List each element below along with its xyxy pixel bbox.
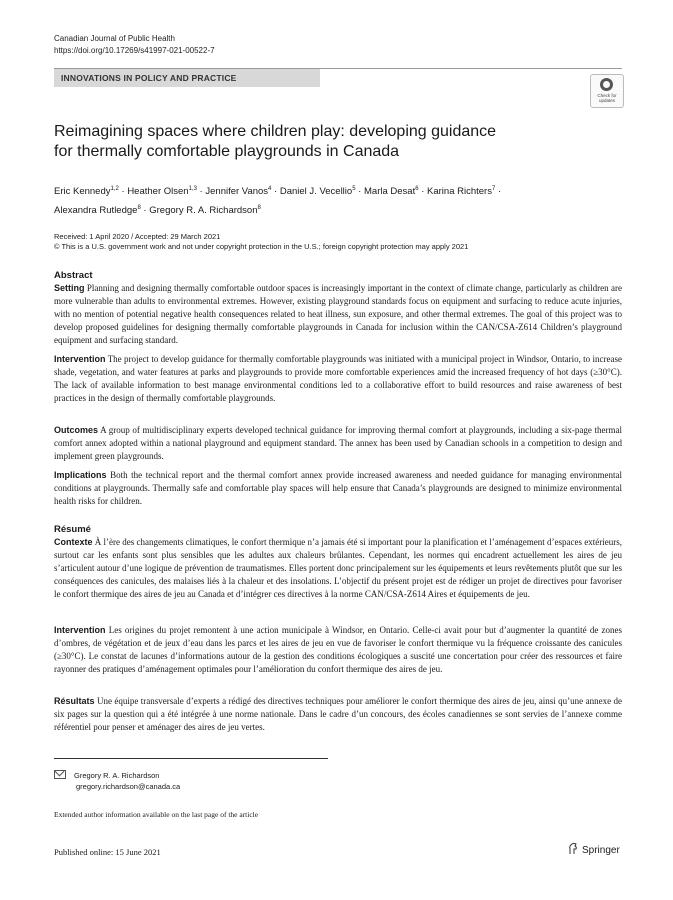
setting-text: Planning and designing thermally comfortable outdoor spaces is increasingly important in the context of climate change, particularly as children are more vulnerable than adults to environmental extremes. However, existing playground standards focus on equipment and surfacing to reduce acute injuries, with no mention of potential negative health consequences related to heat illness, sun exposure, and other thermal extremes. The goal of this project was to develop proposed guidelines for designing thermally comfortable playgrounds in Canada for inclusion within the CAN/CSA-Z614 Children’s playground equipment and surfacing standard. (54, 283, 622, 346)
resume-resultats (54, 695, 622, 734)
journal-name: Canadian Journal of Public Health (54, 34, 175, 43)
title-line-2: for thermally comfortable playgrounds in Canada (54, 143, 400, 160)
footnote-rule (54, 758, 328, 759)
publisher-logo (567, 842, 620, 856)
author[interactable]: Gregory R. A. Richardson$^8$ (149, 205, 261, 217)
setting-label: Setting (54, 283, 85, 293)
implications-text: Both the technical report and the thermal comfort annex provide increased awareness and needed guidance for managing environmental conditions at playgrounds. Thermally safe and comfortable play spaces will help ensure that Canada’s playgrounds are designed to minimize environmental health risks for children. (54, 470, 623, 507)
intervention-label: Intervention (54, 354, 106, 364)
intervention-fr-text: Les origines du projet remontent à une action municipale à Windsor, en Ontario. Celle-ci avait pour but d’augmenter la quantité de zones d’ombres, de végétation et de jeux d’eau dans les parcs et les aires de jeu en vue de favoriser le confort thermique vu la fréquence croissante des canicules (≥30°C). Le constat de lacunes d’informations autour de la gestion des conditions écologiques a suscité une concertation pour créer des ressources et faire rayonner des pratiques d’aménagement optimales pour l’amélioration du confort thermique des aires de jeu. (54, 625, 623, 675)
resultats-label: Résultats (54, 696, 95, 706)
author[interactable]: Jennifer Vanos$^4$ (205, 186, 272, 198)
check-for-updates-badge[interactable] (590, 74, 624, 108)
published-date: Published online: 15 June 2021 (54, 847, 161, 857)
title-line-1: Reimagining spaces where children play: developing guidance (54, 123, 497, 140)
copyright-notice: © This is a U.S. government work and not under copyright protection in the U.S.; foreign copyright protection may apply 2021 (54, 242, 469, 251)
abstract-setting (54, 282, 622, 347)
abstract-intervention (54, 353, 622, 405)
implications-label: Implications (54, 470, 107, 480)
author[interactable]: Daniel J. Vecellio$^5$ (279, 186, 356, 198)
author[interactable]: Eric Kennedy$^{1,2}$ (54, 186, 119, 198)
publisher-name: Springer (582, 845, 620, 856)
received-accepted: Received: 1 April 2020 / Accepted: 29 March 2021 (54, 232, 221, 241)
envelope-icon (54, 770, 66, 779)
resume-intervention (54, 624, 622, 676)
extended-author-info: Extended author information available on the last page of the article (54, 810, 259, 819)
intervention-fr-label: Intervention (54, 625, 106, 635)
outcomes-text: A group of multidisciplinary experts developed technical guidance for improving thermal comfort at playgrounds, including a six-page thermal comfort annex adopted within a national playground and equipment standard. The annex has been used by Canadian schools in a competition to design and implement green playgrounds. (54, 425, 622, 462)
section-banner (54, 68, 320, 87)
doi-link[interactable]: https://doi.org/10.17269/s41997-021-00522-7 (54, 46, 215, 55)
author-list: Eric Kennedy$^{1,2}$ · Heather Olsen$^{1,3}$ · Jennifer Vanos$^4$ · Daniel J. Vecellio$^5$ · Marla Desat$^6$ · Karina Richters$^7$ · Alexandra Rutledge$^8$ · Gregory R. A. Richardson$^8$ (54, 186, 502, 217)
check-for-updates-icon (600, 78, 613, 91)
author[interactable]: Alexandra Rutledge$^8$ (54, 205, 141, 217)
resultats-text: Une équipe transversale d’experts a rédigé des directives techniques pour améliorer le confort thermique des aires de jeu, ainsi qu’une annexe de six pages sur la question qui a été intégrée à une norme nationale. Dans le cadre d’un concours, des écoles canadiennes se sont servies de l’annexe comme référentiel pour penser et aménager des aires de jeu vertes. (54, 696, 623, 733)
contexte-label: Contexte (54, 537, 93, 547)
springer-horse-icon (567, 842, 579, 855)
banner-rule (320, 68, 622, 69)
author[interactable]: Karina Richters$^7$ (427, 186, 496, 198)
check-for-updates-label: Check for updates (597, 93, 617, 103)
correspondence (54, 770, 180, 792)
intervention-text: The project to develop guidance for thermally comfortable playgrounds was initiated with a municipal project in Windsor, Ontario, to increase shade, vegetation, and water features at parks and playgrounds to provide more comfortable experiences amid the increased frequency of hot days (≥30°C). The lack of available information to best manage environmental conditions led to a collaborative effort to build resources and raise awareness of best practices in the design of thermally comfortable playgrounds. (54, 354, 622, 404)
author[interactable]: Heather Olsen$^{1,3}$ (127, 186, 197, 198)
article-dates (54, 232, 468, 252)
resume-heading: Résumé (54, 524, 91, 535)
author[interactable]: Marla Desat$^6$ (364, 186, 419, 198)
corresponding-email[interactable]: gregory.richardson@canada.ca (76, 782, 181, 791)
contexte-text: À l’ère des changements climatiques, le confort thermique n’a jamais été si important pour la planification et l’aménagement d’espaces extérieurs, surtout car les enfants sont plus sensibles que les adultes aux chaleurs brûlantes. Cependant, les normes qui encadrent actuellement les aires de jeu s’articulent autour d’une logique de prévention de traumatismes. Elles portent donc principalement sur les équipements et leurs revêtements plutôt que sur les conséquences des canicules, des malaises liés à la chaleur et des insolations. L’objectif du présent projet est de rédiger un projet de directives pour favoriser le confort thermique des aires de jeu au Canada et d’intégrer ces directives à la norme CAN/CSA-Z614 Aires et équipements de jeu. (54, 537, 622, 600)
corresponding-author: Gregory R. A. Richardson (74, 771, 160, 780)
abstract-outcomes (54, 424, 622, 463)
abstract-heading: Abstract (54, 270, 93, 281)
section-label: INNOVATIONS IN POLICY AND PRACTICE (61, 73, 237, 83)
resume-contexte (54, 536, 622, 601)
abstract-implications (54, 469, 622, 508)
outcomes-label: Outcomes (54, 425, 99, 435)
article-title (54, 122, 574, 162)
journal-header (54, 33, 215, 57)
